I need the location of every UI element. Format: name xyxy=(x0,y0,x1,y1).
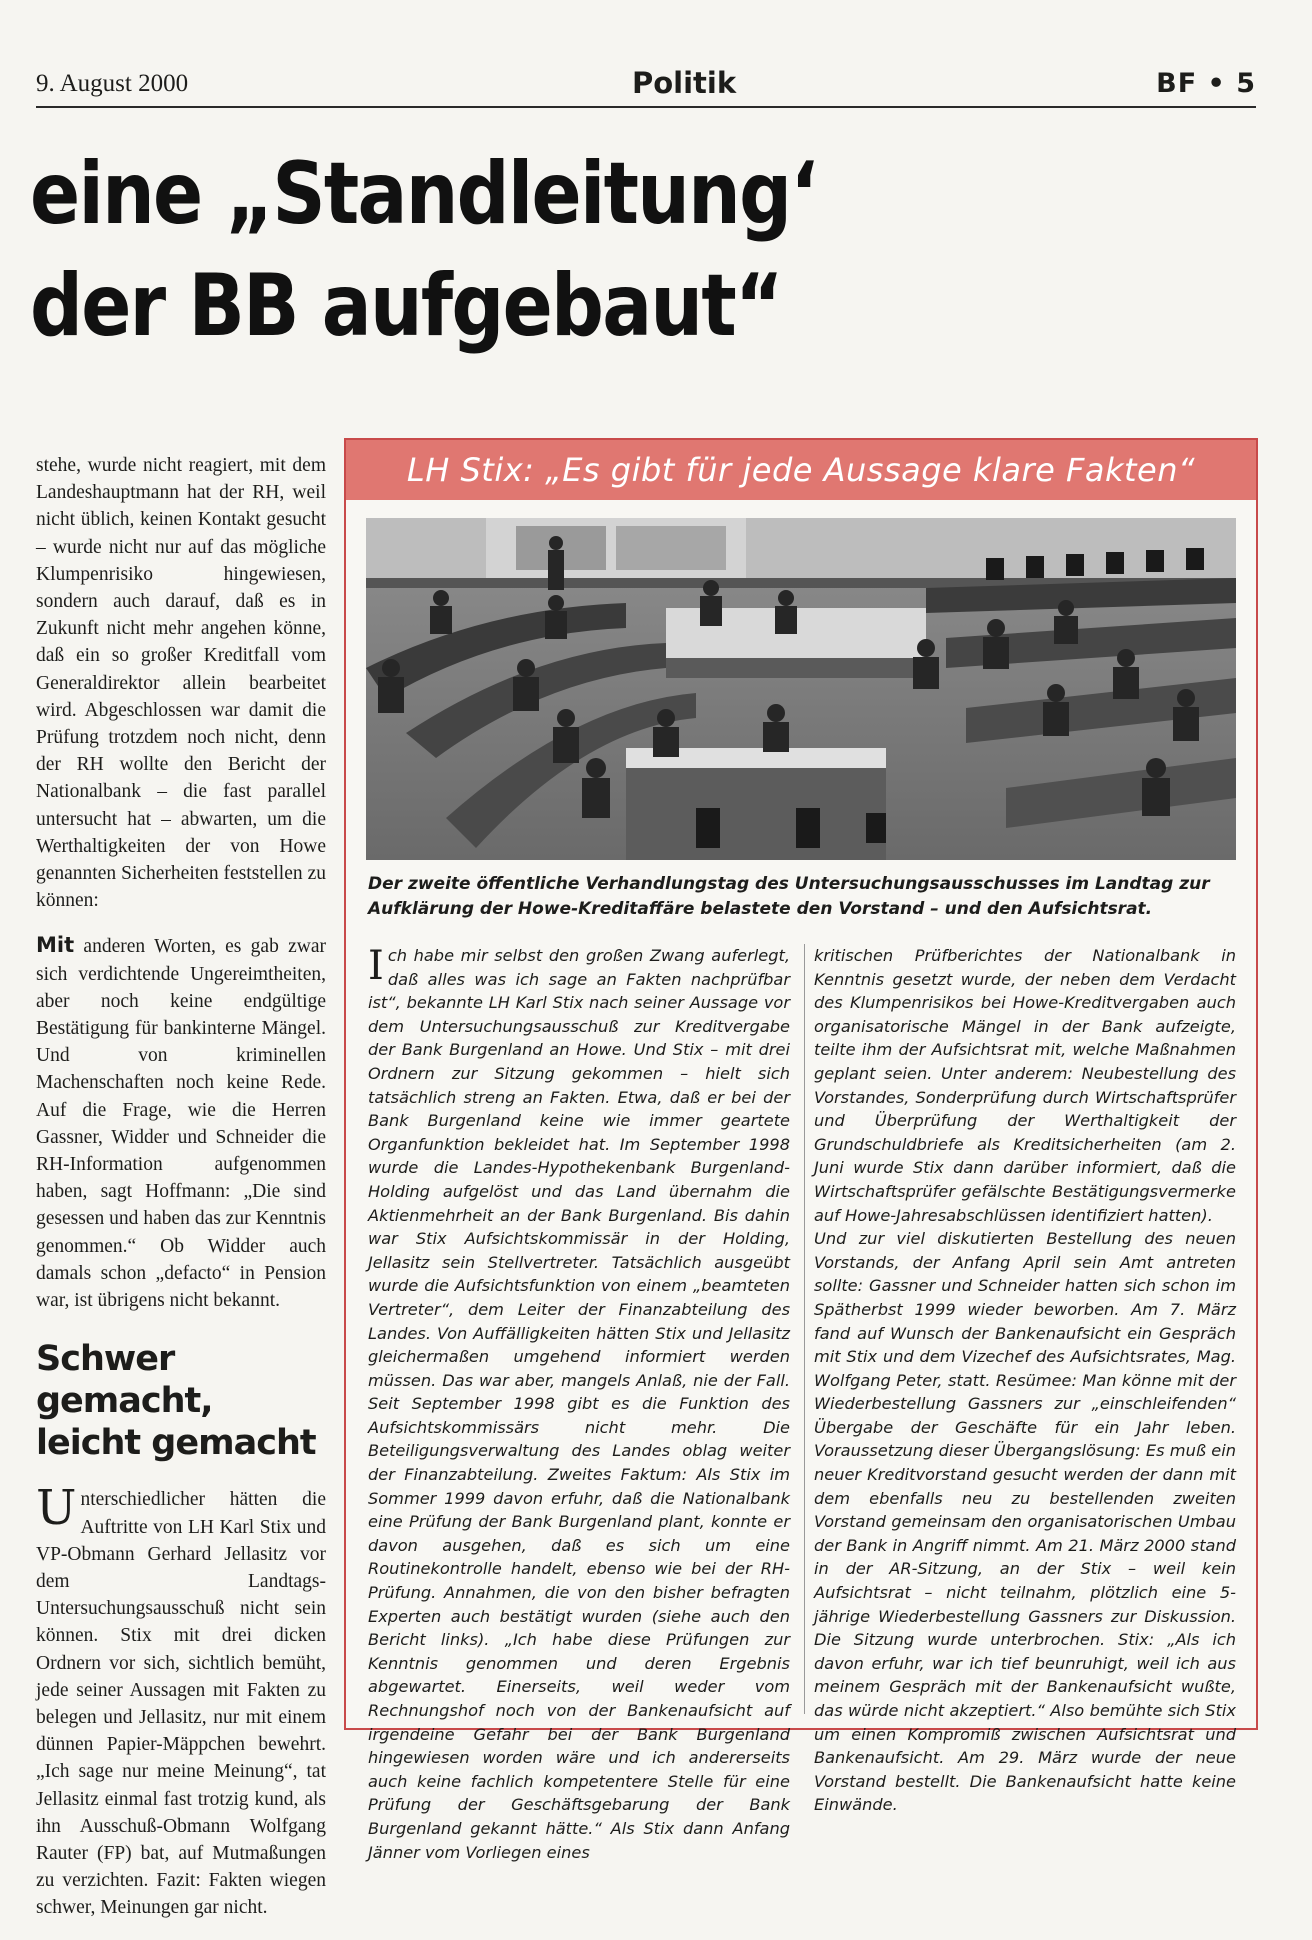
drop-cap-i: I xyxy=(368,943,384,989)
left-column xyxy=(36,452,326,1940)
photo-caption: Der zweite öffentliche Verhandlungstag des Untersuchungsausschusses im Landtag zur Aufklärung der Howe-Kreditaffäre belastete den Vorstand – und den Aufsichtsrat. xyxy=(368,874,1210,919)
box-banner: LH Stix: „Es gibt für jede Aussage klare Fakten“ xyxy=(346,440,1256,500)
page-header xyxy=(36,66,1256,108)
headline-line-2: der BB aufgebaut“ xyxy=(30,256,782,356)
issue-date: 9. August 2000 xyxy=(36,70,189,97)
left-paragraph-2 xyxy=(36,932,326,1314)
headline-line-1: eine „Standleitung‘ xyxy=(30,144,817,244)
box-column-right xyxy=(814,944,1236,1817)
left-paragraph-3-text: nterschiedlicher hätten die Auftritte von LH Karl Stix und VP-Obmann Gerhard Jellasitz vor dem Landtags-Untersuchungsausschuß nicht sein können. Stix mit drei dicken Ordnern vor sich, sichtlich bemüht, jede seiner Aussagen mit Fakten zu belegen und Jellasitz, nur mit einem dünnen Papier-Mäppchen bewehrt. „Ich sage nur meine Meinung“, tat Jellasitz einmal fast trotzig kund, als ihn Ausschuß-Obmann Wolfgang Rauter (FP) bat, auf Mutmaßungen zu verzichten. Fazit: Fakten wiegen schwer, Meinungen gar nicht. xyxy=(36,1489,326,1919)
box-right-paragraph-1: kritischen Prüfberichtes der Nationalbank in Kenntnis gesetzt wurde, der neben dem Verdacht des Klumpenrisikos bei Howe-Kreditvergaben auch organisatorische Mängel in der Bank aufzeigte, teilte ihm der Aufsichtsrat mit, welche Maßnahmen geplant seien. Unter anderem: Neubestellung des Vorstandes, Sonderprüfung durch Wirtschaftsprüfer und Überprüfung der Werthaltigkeit der Grundschuldbriefe als Kreditsicherheiten (am 2. Juni wurde Stix dann darüber informiert, daß die Wirtschaftsprüfer gefälschte Bestätigungsvermerke auf Howe-Jahresabschlüssen identifiziert hatten). xyxy=(814,946,1236,1225)
left-paragraph-2-text: anderen Worten, es gab zwar sich verdichtende Ungereimtheiten, aber noch keine endgültige Bestätigung für bankinterne Mängel. Und von kriminellen Machenschaften noch keine Rede. Auf die Frage, wie die Herren Gassner, Widder und Schneider die RH-Information aufgenommen haben, sagt Hoffmann: „Die sind gesessen und haben das zur Kenntnis genommen.“ Ob Widder auch damals schon „defacto“ in Pension war, ist übrigens nicht bekannt. xyxy=(36,936,326,1312)
sidebar-article-box xyxy=(344,438,1258,1862)
page-number: BF • 5 xyxy=(1156,68,1256,99)
column-divider xyxy=(804,944,805,1714)
committee-photo xyxy=(366,518,1236,860)
left-paragraph-1: stehe, wurde nicht reagiert, mit dem Landeshauptmann hat der RH, weil nicht üblich, keinen Kontakt gesucht – wurde nicht nur auf das mögliche Klumpenrisiko hingewiesen, sondern auch darauf, daß es in Zukunft nicht mehr angehen könne, daß ein so großer Kreditfall vom Generaldirektor allein bearbeitet wird. Abgeschlossen war damit die Prüfung trotzdem noch nicht, denn der RH wollte den Bericht der Nationalbank – die fast parallel untersucht hat – abwarten, um die Werthaltigkeiten der von Howe genannten Sicherheiten feststellen zu können: xyxy=(36,455,326,912)
box-middle-body: ch habe mir selbst den großen Zwang auferlegt, daß alles was ich sage an Fakten nachprüfbar ist“, bekannte LH Karl Stix nach seiner Aussage vor dem Untersuchungsausschuß zur Kreditvergabe der Bank Burgenland an Howe. Und Stix – mit drei Ordnern zur Sitzung gekommen – hielt sich tatsächlich streng an Fakten. Etwa, daß er bei der Bank Burgenland keine wie immer geartete Organfunktion bekleidet hat. Im September 1998 wurde die Landes-Hypothekenbank Burgenland-Holding aufgelöst und das Land übernahm die Aktienmehrheit an der Bank Burgenland. Bis dahin war Stix Aufsichtskommissär in der Holding, Jellasitz sein Stellvertreter. Tatsächlich ausgeübt wurde die Aufsichtsfunktion von einem „beamteten Vertreter“, dem Leiter der Finanzabteilung des Landes. Von Auffälligkeiten hätten Stix und Jellasitz gleichermaßen umgehend informiert werden müssen. Das war aber, mangels Anlaß, nie der Fall. Seit September 1998 gibt es die Funktion des Aufsichtskommissärs nicht mehr. Die Beteiligungsverwaltung des Landes oblag weiter der Finanzabteilung. Zweites Faktum: Als Stix im Sommer 1999 davon erfuhr, daß die Nationalbank eine Prüfung der Bank Burgenland plant, konnte er davon ausgehen, daß es sich um eine Routinekontrolle handelt, ebenso wie bei der RH-Prüfung. Annahmen, die von den bisher befragten Experten auch bestätigt wurden (siehe auch den Bericht links). „Ich habe diese Prüfungen zur Kenntnis genommen und deren Ergebnis abgewartet. Einerseits, weil weder vom Rechnungshof noch von der Bankenaufsicht auf irgendeine Gefahr bei der Bank Burgenland hingewiesen worden wäre und ich andererseits auch keine fachlich kompetentere Stelle für eine Prüfung der Geschäftsgebarung der Bank Burgenland gekannt hätte.“ Als Stix dann Anfang Jänner vom Vorliegen eines xyxy=(368,946,790,1862)
drop-cap: U xyxy=(36,1480,77,1537)
box-right-paragraph-2: Und zur viel diskutierten Bestellung des neuen Vorstands, der Anfang April sein Amt antreten sollte: Gassner und Schneider hatten sich schon im Spätherbst 1999 wieder beworben. Am 7. März fand auf Wunsch der Bankenaufsicht ein Gespräch mit Stix und dem Vizechef des Aufsichtsrates, Mag. Wolfgang Peter, statt. Resümee: Man könne mit der Wiederbestellung Gassners zur „einschleifenden“ Übergabe der Geschäfte für ein Jahr leben. Voraussetzung dieser Übergangslösung: Es muß ein neuer Kreditvorstand gesucht werden der dann mit dem ebenfalls neu zu bestellenden zweiten Vorstand gemeinsam den organisatorischen Umbau der Bank in Angriff nimmt. Am 21. März 2000 stand in der AR-Sitzung, an der Stix – weil kein Aufsichtsrat – nicht teilnahm, plötzlich eine 5-jährige Wiederbestellung Gassners zur Diskussion. Die Sitzung wurde unterbrochen. Stix: „Als ich davon erfuhr, war ich tief beunruhigt, weil ich aus meinem Gespräch mit der Bankenaufsicht wußte, das würde nicht akzeptiert.“ Also bemühte sich Stix um einen Kompromiß zwischen Aufsichtsrat und Bankenaufsicht. Am 29. März wurde der neue Vorstand bestellt. Die Bankenaufsicht hatte keine Einwände. xyxy=(814,1229,1236,1815)
section-title: Politik xyxy=(632,66,737,100)
left-paragraph-3 xyxy=(36,1480,326,1921)
headline xyxy=(30,138,890,362)
lead-word: Mit xyxy=(36,933,75,958)
box-middle-text xyxy=(368,944,790,1864)
box-column-middle xyxy=(368,944,790,1864)
subheading: Schwer gemacht, leicht gemacht xyxy=(36,1339,316,1464)
